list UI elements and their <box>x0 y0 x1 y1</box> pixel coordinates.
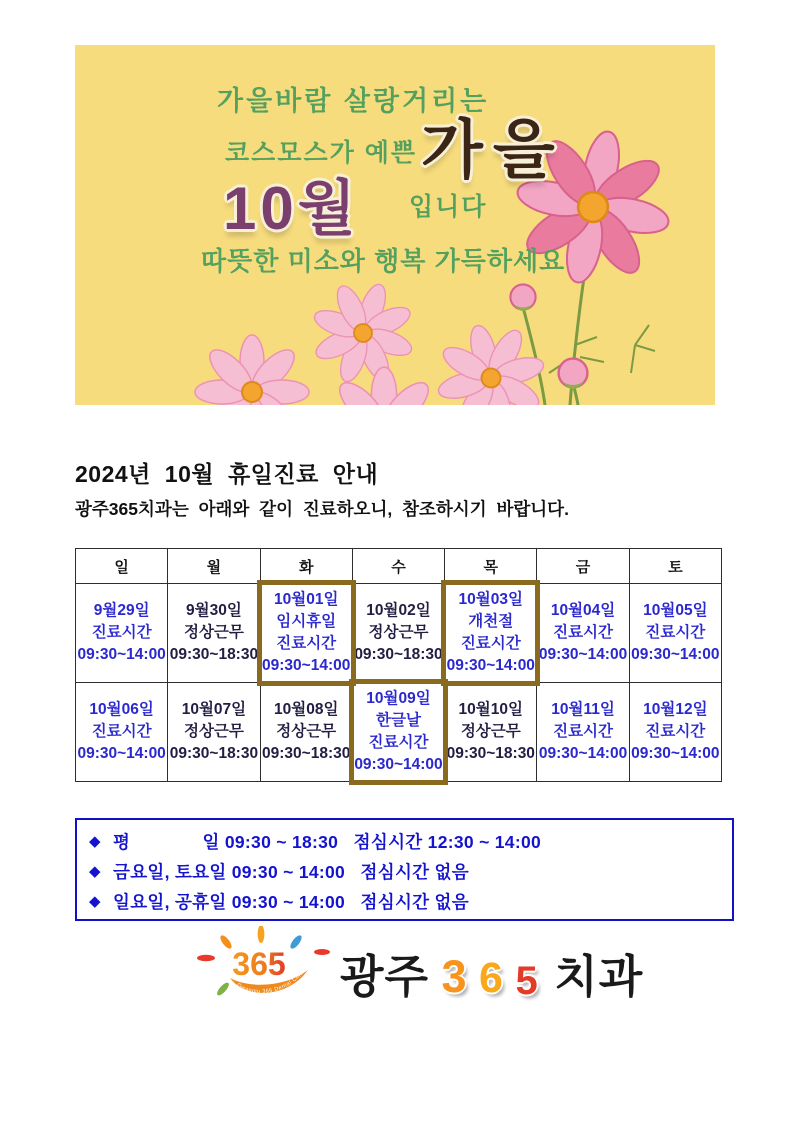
cell-line: 정상근무 <box>368 624 429 641</box>
calendar-cell-sep29 <box>76 584 168 683</box>
calendar-cell-oct10 <box>445 683 537 782</box>
cell-line: 정상근무 <box>276 723 337 740</box>
cell-line: 10월04일 <box>550 602 616 619</box>
header-monday: 월 <box>168 549 260 584</box>
brand-digit-5: 5 <box>515 959 538 1003</box>
calendar-cell-oct03-highlighted <box>445 584 537 683</box>
calendar-cell-oct09-highlighted <box>352 683 444 782</box>
cell-line: 09:30~14:00 <box>538 646 628 663</box>
cell-line: 09:30~18:30 <box>446 745 535 762</box>
cell-line: 10월01일 <box>273 591 339 608</box>
calendar-cell-sep30 <box>168 584 260 683</box>
cell-line: 한글날 <box>376 712 421 729</box>
calendar-week-row-1 <box>76 584 722 683</box>
cell-line: 10월06일 <box>89 701 154 718</box>
hours-text: 금요일, 토요일 09:30 ~ 14:00 점심시간 없음 <box>113 861 469 882</box>
cell-line: 10월03일 <box>458 591 523 608</box>
cell-line: 10월10일 <box>458 701 523 718</box>
cell-line: 임시휴일 <box>276 613 337 630</box>
cell-line: 09:30~18:30 <box>169 745 259 762</box>
logo-icon-365-text: 365 <box>232 946 286 982</box>
cell-line: 09:30~18:30 <box>354 646 443 663</box>
holiday-schedule-table <box>75 548 722 782</box>
cell-line: 09:30~14:00 <box>77 646 166 663</box>
cell-line: 정상근무 <box>183 723 244 740</box>
banner-word-fall: 가을 <box>421 114 565 186</box>
banner-word-month: 10월 <box>223 175 360 242</box>
banner-line1: 가을바람 살랑거리는 <box>217 86 490 116</box>
cell-line: 진료시간 <box>276 635 337 652</box>
calendar-cell-oct11 <box>537 683 629 782</box>
cell-line: 10월12일 <box>643 701 708 718</box>
brand-digit-3: 3 <box>441 951 467 1002</box>
cell-line: 09:30~14:00 <box>631 646 720 663</box>
header-friday: 금 <box>537 549 629 584</box>
cell-line: 09:30~14:00 <box>262 657 351 674</box>
header-tuesday: 화 <box>260 549 352 584</box>
cell-line: 9월30일 <box>186 602 242 619</box>
cell-line: 진료시간 <box>368 734 429 751</box>
cell-line: 09:30~18:30 <box>262 745 351 762</box>
calendar-cell-oct06 <box>76 683 168 782</box>
cell-line: 10월11일 <box>551 701 615 718</box>
diamond-bullet-icon: ◆ <box>89 863 101 880</box>
diamond-bullet-icon: ◆ <box>89 833 101 850</box>
header-sunday: 일 <box>76 549 168 584</box>
hours-line-fri-sat <box>89 856 732 886</box>
cell-line: 10월07일 <box>181 701 247 718</box>
clinic-brand-name <box>340 940 643 1005</box>
cell-line: 진료시간 <box>553 723 613 740</box>
calendar-cell-oct12 <box>629 683 721 782</box>
cell-line: 정상근무 <box>183 624 244 641</box>
cell-line: 09:30~14:00 <box>446 657 535 674</box>
banner-image <box>75 45 715 405</box>
page-title: 2024년 10월 휴일진료 안내 <box>75 461 379 487</box>
cell-line: 10월09일 <box>366 690 431 707</box>
cell-line: 10월08일 <box>273 701 339 718</box>
cell-line: 진료시간 <box>91 723 152 740</box>
clinic-365-sun-logo-icon <box>196 926 331 1016</box>
banner-word-suffix: 입니다 <box>409 193 488 221</box>
cell-line: 09:30~18:30 <box>169 646 259 663</box>
logo-icon-caption: Gwangju 365 Dental Clinic <box>235 967 308 996</box>
hours-line-weekday <box>89 826 732 856</box>
calendar-cell-oct02 <box>352 584 444 683</box>
cell-line: 9월29일 <box>93 602 150 619</box>
calendar-week-row-2 <box>76 683 722 782</box>
cell-line: 09:30~14:00 <box>631 745 720 762</box>
diamond-bullet-icon: ◆ <box>89 893 101 910</box>
cell-line: 진료시간 <box>645 624 706 641</box>
cell-line: 진료시간 <box>460 635 521 652</box>
cell-line: 진료시간 <box>553 624 613 641</box>
header-wednesday: 수 <box>352 549 444 584</box>
brand-suffix: 치과 <box>554 951 644 1002</box>
header-thursday: 목 <box>445 549 537 584</box>
calendar-cell-oct04 <box>537 584 629 683</box>
cell-line: 개천절 <box>468 613 514 630</box>
cell-line: 진료시간 <box>91 624 152 641</box>
calendar-cell-oct01-highlighted <box>260 584 352 683</box>
hours-line-sun-holiday <box>89 886 732 916</box>
brand-prefix: 광주 <box>340 951 429 1002</box>
calendar-cell-oct08 <box>260 683 352 782</box>
calendar-cell-oct05 <box>629 584 721 683</box>
office-hours-box <box>75 818 734 921</box>
cell-line: 09:30~14:00 <box>77 745 166 762</box>
header-saturday: 토 <box>629 549 721 584</box>
page-subtitle: 광주365치과는 아래와 같이 진료하오니, 참조하시기 바랍니다. <box>75 499 569 519</box>
cell-line: 09:30~14:00 <box>538 745 628 762</box>
calendar-cell-oct07 <box>168 683 260 782</box>
weekday-header-row <box>76 549 722 584</box>
hours-text: 평 일 09:30 ~ 18:30 점심시간 12:30 ~ 14:00 <box>113 831 542 852</box>
cell-line: 10월05일 <box>643 602 708 619</box>
cell-line: 진료시간 <box>645 723 706 740</box>
banner-line2: 코스모스가 예쁜 <box>225 139 417 167</box>
cell-line: 정상근무 <box>460 723 521 740</box>
banner-line4: 따뜻한 미소와 행복 가득하세요 <box>201 246 566 276</box>
cell-line: 10월02일 <box>366 602 431 619</box>
hours-text: 일요일, 공휴일 09:30 ~ 14:00 점심시간 없음 <box>113 891 469 912</box>
brand-digit-6: 6 <box>479 954 503 1002</box>
cell-line: 09:30~14:00 <box>354 756 443 773</box>
